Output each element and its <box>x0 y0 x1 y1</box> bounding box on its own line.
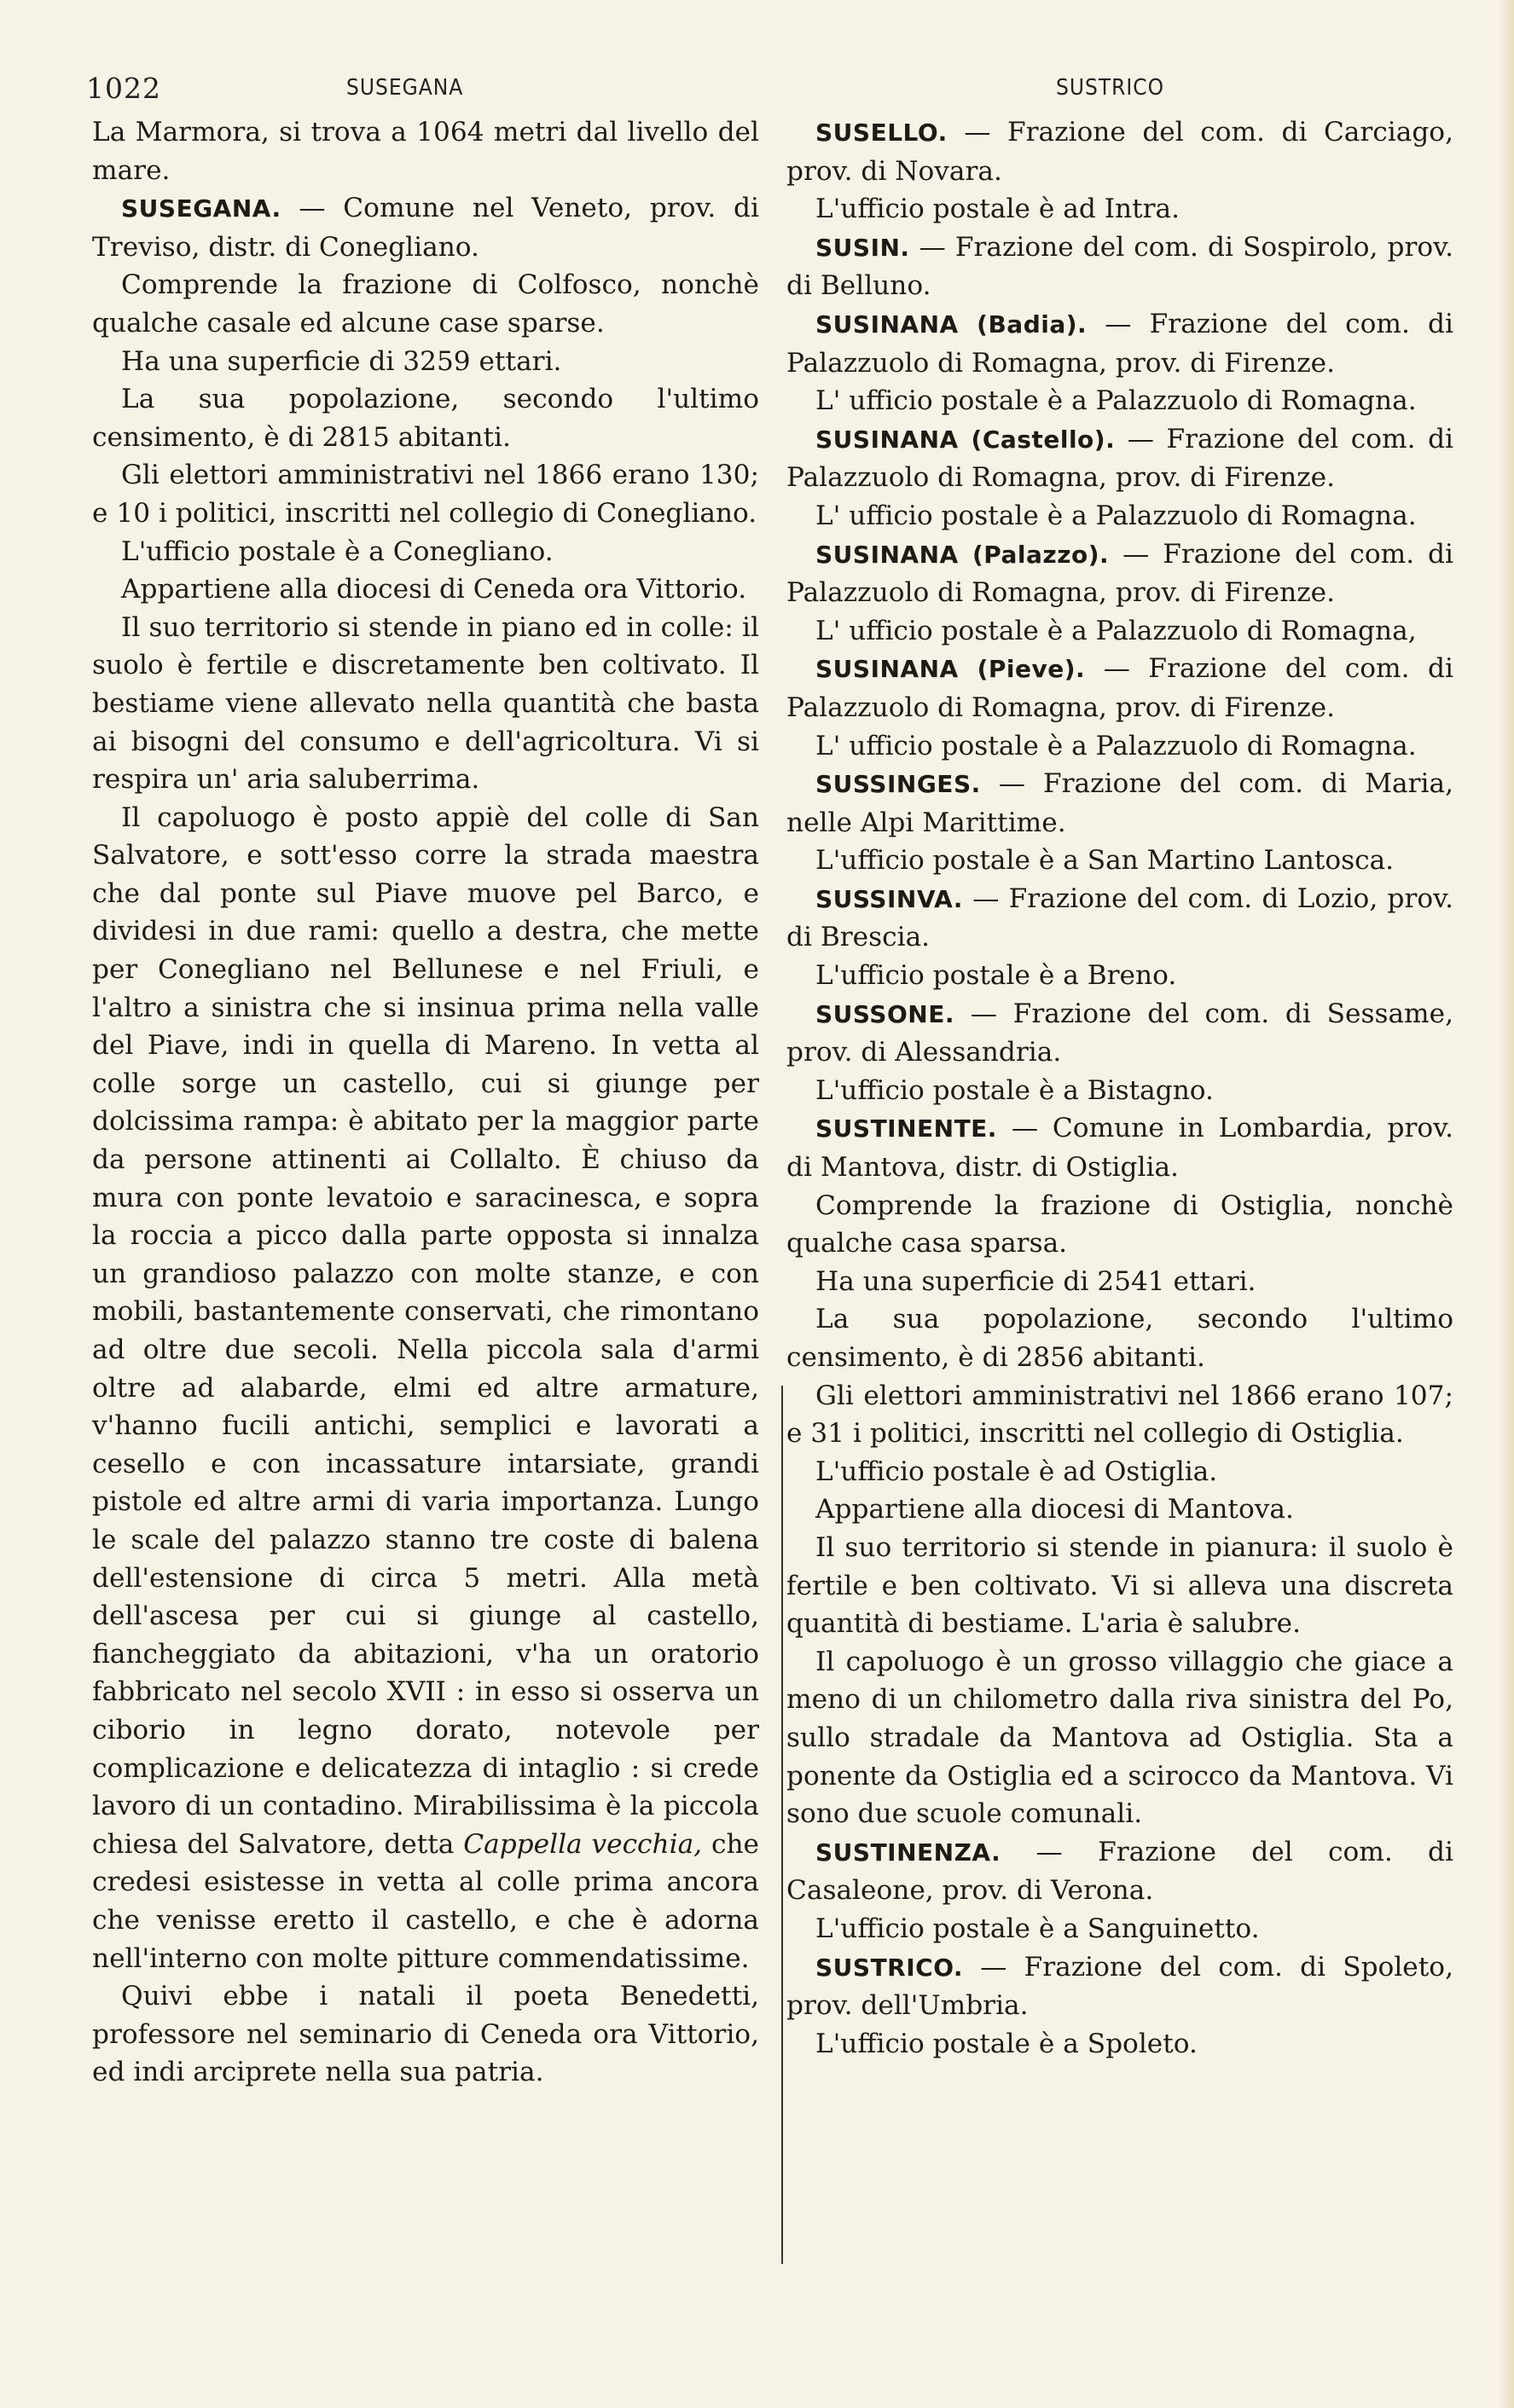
entry-sussinva <box>786 880 1453 957</box>
paragraph: La Marmora, si trova a 1064 metri dal livello del mare. <box>92 117 759 186</box>
paragraph: L'ufficio postale è ad Intra. <box>815 194 1180 225</box>
entry-text: — Comune in Lombardia, prov. di Mantova, distr. di Ostiglia. <box>786 1113 1453 1184</box>
paragraph: Il suo territorio si stende in pianura: il suolo è fertile e ben coltivato. Vi si alleva una discreta quantità di bestiame. L'aria è salubre. <box>786 1531 1453 1640</box>
entry-headword: SUSTRICO. <box>815 1953 964 1982</box>
entry-text: — Frazione del com. di Spoleto, prov. dell'Umbria. <box>786 1951 1453 2022</box>
paragraph: L' ufficio postale è a Palazzuolo di Romagna. <box>815 500 1417 531</box>
paragraph: L'ufficio postale è a Sanguinetto. <box>815 1913 1260 1944</box>
page-edge <box>1499 0 1514 2408</box>
left-column <box>92 113 759 2092</box>
entry-headword: SUSSINVA. <box>815 884 963 913</box>
entry-headword: SUSINANA (Pieve). <box>815 655 1086 684</box>
entry-text: — Frazione del com. di Palazzuolo di Romagna, prov. di Firenze. <box>786 308 1453 379</box>
paragraph: L'ufficio postale è a Spoleto. <box>815 2028 1198 2059</box>
entry-text: — Frazione del com. di Maria, nelle Alpi Marittime. <box>786 768 1453 838</box>
entry-susinana-badia <box>786 305 1453 382</box>
paragraph: L' ufficio postale è a Palazzuolo di Romagna. <box>815 385 1417 417</box>
paragraph: Gli elettori amministrativi nel 1866 erano 130; e 10 i politici, inscritti nel collegio di Conegliano. <box>92 460 759 529</box>
paragraph: L'ufficio postale è a Bistagno. <box>815 1074 1214 1106</box>
text-run: che credesi esistesse in vetta al colle prima ancora che venisse eretto il castello, e che è adorna nell'interno con molte pitture commendatissime. <box>92 1828 759 1974</box>
entry-sustrico <box>786 1948 1453 2025</box>
paragraph: L'ufficio postale è a Breno. <box>815 960 1177 992</box>
entry-sussinges <box>786 765 1453 842</box>
paragraph-castle <box>92 799 759 1977</box>
entry-headword: SUSSONE. <box>815 999 954 1028</box>
entry-text: — Frazione del com. di Sospirolo, prov. di Belluno. <box>786 231 1453 302</box>
paragraph: Il suo territorio si stende in piano ed in colle: il suolo è fertile e discretamente ben coltivato. Il bestiame viene allevato nella quantità che basta ai bisogni del consumo e dell'agricoltura. Vi si respira un' aria saluberrima. <box>92 611 759 796</box>
entry-susello <box>786 113 1453 190</box>
entry-text: — Frazione del com. di Casaleone, prov. di Verona. <box>786 1836 1453 1907</box>
entry-sussone <box>786 995 1453 1072</box>
paragraph: Appartiene alla diocesi di Ceneda ora Vittorio. <box>121 574 747 605</box>
paragraph: Ha una superficie di 3259 ettari. <box>121 345 562 377</box>
italic-title: Cappella vecchia, <box>463 1828 703 1860</box>
running-head-right: SUSTRICO <box>1056 75 1165 101</box>
paragraph: Il capoluogo è un grosso villaggio che giace a meno di un chilometro dalla riva sinistra del Po, sullo stradale da Mantova ad Ostiglia. Sta a ponente da Ostiglia ed a scirocco da Mantova. Vi sono due scuole comunali. <box>786 1646 1453 1830</box>
paragraph: Appartiene alla diocesi di Mantova. <box>815 1494 1294 1525</box>
entry-headword: SUSIN. <box>815 233 910 262</box>
entry-susinana-pieve <box>786 650 1453 726</box>
paragraph: Quivi ebbe i natali il poeta Benedetti, professore nel seminario di Ceneda ora Vittorio, ed indi arciprete nella sua patria. <box>92 1981 759 2088</box>
entry-text: — Frazione del com. di Palazzuolo di Romagna, prov. di Firenze. <box>786 653 1453 723</box>
entry-text: — Frazione del com. di Palazzuolo di Romagna, prov. di Firenze. <box>786 423 1454 494</box>
paragraph: L' ufficio postale è a Palazzuolo di Romagna. <box>815 730 1417 761</box>
entry-sustinenza <box>786 1833 1453 1910</box>
entry-text: — Frazione del com. di Carciago, prov. di Novara. <box>786 117 1453 187</box>
text-run: Il capoluogo è posto appiè del colle di San Salvatore, e sott'esso corre la strada maestra che dal ponte sul Piave muove pel Barco, e dividesi in due rami: quello a destra, che mette per Conegliano nel Bellunese e nel Friuli, e l'altro a sinistra che si insinua prima nella valle del Piave, indi in quella di Mareno. In vetta al colle sorge un castello, cui si giunge per dolcissima rampa: è abitato per la maggior parte da persone attinenti ai Collalto. È chiuso da mura con ponte levatoio e saracinesca, e sopra la roccia a picco dalla parte opposta si innalza un grandioso palazzo con molte stanze, e con mobili, bastantemente conservati, che rimontano ad oltre due secoli. Nella piccola sala d'armi oltre ad alabarde, elmi ed altre armature, v'hanno fucili antichi, semplici e lavorati a cesello e con incassature intarsiate, grandi pistole ed altre armi di varia importanza. Lungo le scale del palazzo stanno tre coste di balena dell'estensione di circa 5 metri. Alla metà dell'ascesa per cui si giunge al castello, fiancheggiato da abitazioni, v'ha un oratorio fabbricato nel secolo XVII : in esso si osserva un ciborio in legno dorato, notevole per complicazione e delicatezza di intaglio : si crede lavoro di un contadino. Mirabilissima è la piccola chiesa del Salvatore, detta <box>92 802 759 1860</box>
entry-text: — Frazione del com. di Lozio, prov. di Brescia. <box>786 883 1453 953</box>
right-column <box>786 113 1453 2063</box>
entry-headword: SUSTINENZA. <box>815 1838 1001 1867</box>
entry-headword: SUSSINGES. <box>815 770 981 799</box>
paragraph: L'ufficio postale è ad Ostiglia. <box>815 1456 1218 1487</box>
entry-headword: SUSEGANA. <box>121 194 281 223</box>
paragraph: L'ufficio postale è a San Martino Lantosca. <box>815 845 1395 877</box>
paragraph: Comprende la frazione di Ostiglia, nonchè qualche casa sparsa. <box>786 1190 1453 1259</box>
entry-headword: SUSINANA (Badia). <box>815 310 1088 339</box>
paragraph: Gli elettori amministrativi nel 1866 erano 107; e 31 i politici, inscritti nel collegio di Ostiglia. <box>786 1380 1453 1450</box>
entry-text: — Comune nel Veneto, prov. di Treviso, distr. di Conegliano. <box>92 193 759 263</box>
entry-susegana <box>92 189 759 266</box>
entry-headword: SUSTINENTE. <box>815 1114 997 1143</box>
entry-headword: SUSELLO. <box>815 119 948 147</box>
entry-sustinente <box>786 1109 1453 1186</box>
entry-susin <box>786 229 1453 305</box>
running-head-left: SUSEGANA <box>346 75 464 101</box>
entry-text: — Frazione del com. di Sessame, prov. di Alessandria. <box>786 998 1453 1068</box>
page-number: 1022 <box>86 72 161 105</box>
paragraph: La sua popolazione, secondo l'ultimo censimento, è di 2856 abitanti. <box>786 1304 1453 1373</box>
entry-headword: SUSINANA (Castello). <box>815 425 1116 454</box>
entry-susinana-palazzo <box>786 535 1453 612</box>
entry-headword: SUSINANA (Palazzo). <box>815 540 1110 569</box>
paragraph: Comprende la frazione di Colfosco, nonchè qualche casale ed alcune case sparse. <box>92 269 759 339</box>
paragraph: La sua popolazione, secondo l'ultimo censimento, è di 2815 abitanti. <box>92 384 759 453</box>
paragraph: Ha una superficie di 2541 ettari. <box>815 1265 1256 1297</box>
entry-susinana-castello <box>786 420 1453 497</box>
column-rule <box>781 1386 783 2264</box>
paragraph: L'ufficio postale è a Conegliano. <box>121 535 554 567</box>
paragraph: L' ufficio postale è a Palazzuolo di Romagna, <box>815 615 1417 646</box>
entry-text: — Frazione del com. di Palazzuolo di Romagna, prov. di Firenze. <box>786 538 1453 609</box>
